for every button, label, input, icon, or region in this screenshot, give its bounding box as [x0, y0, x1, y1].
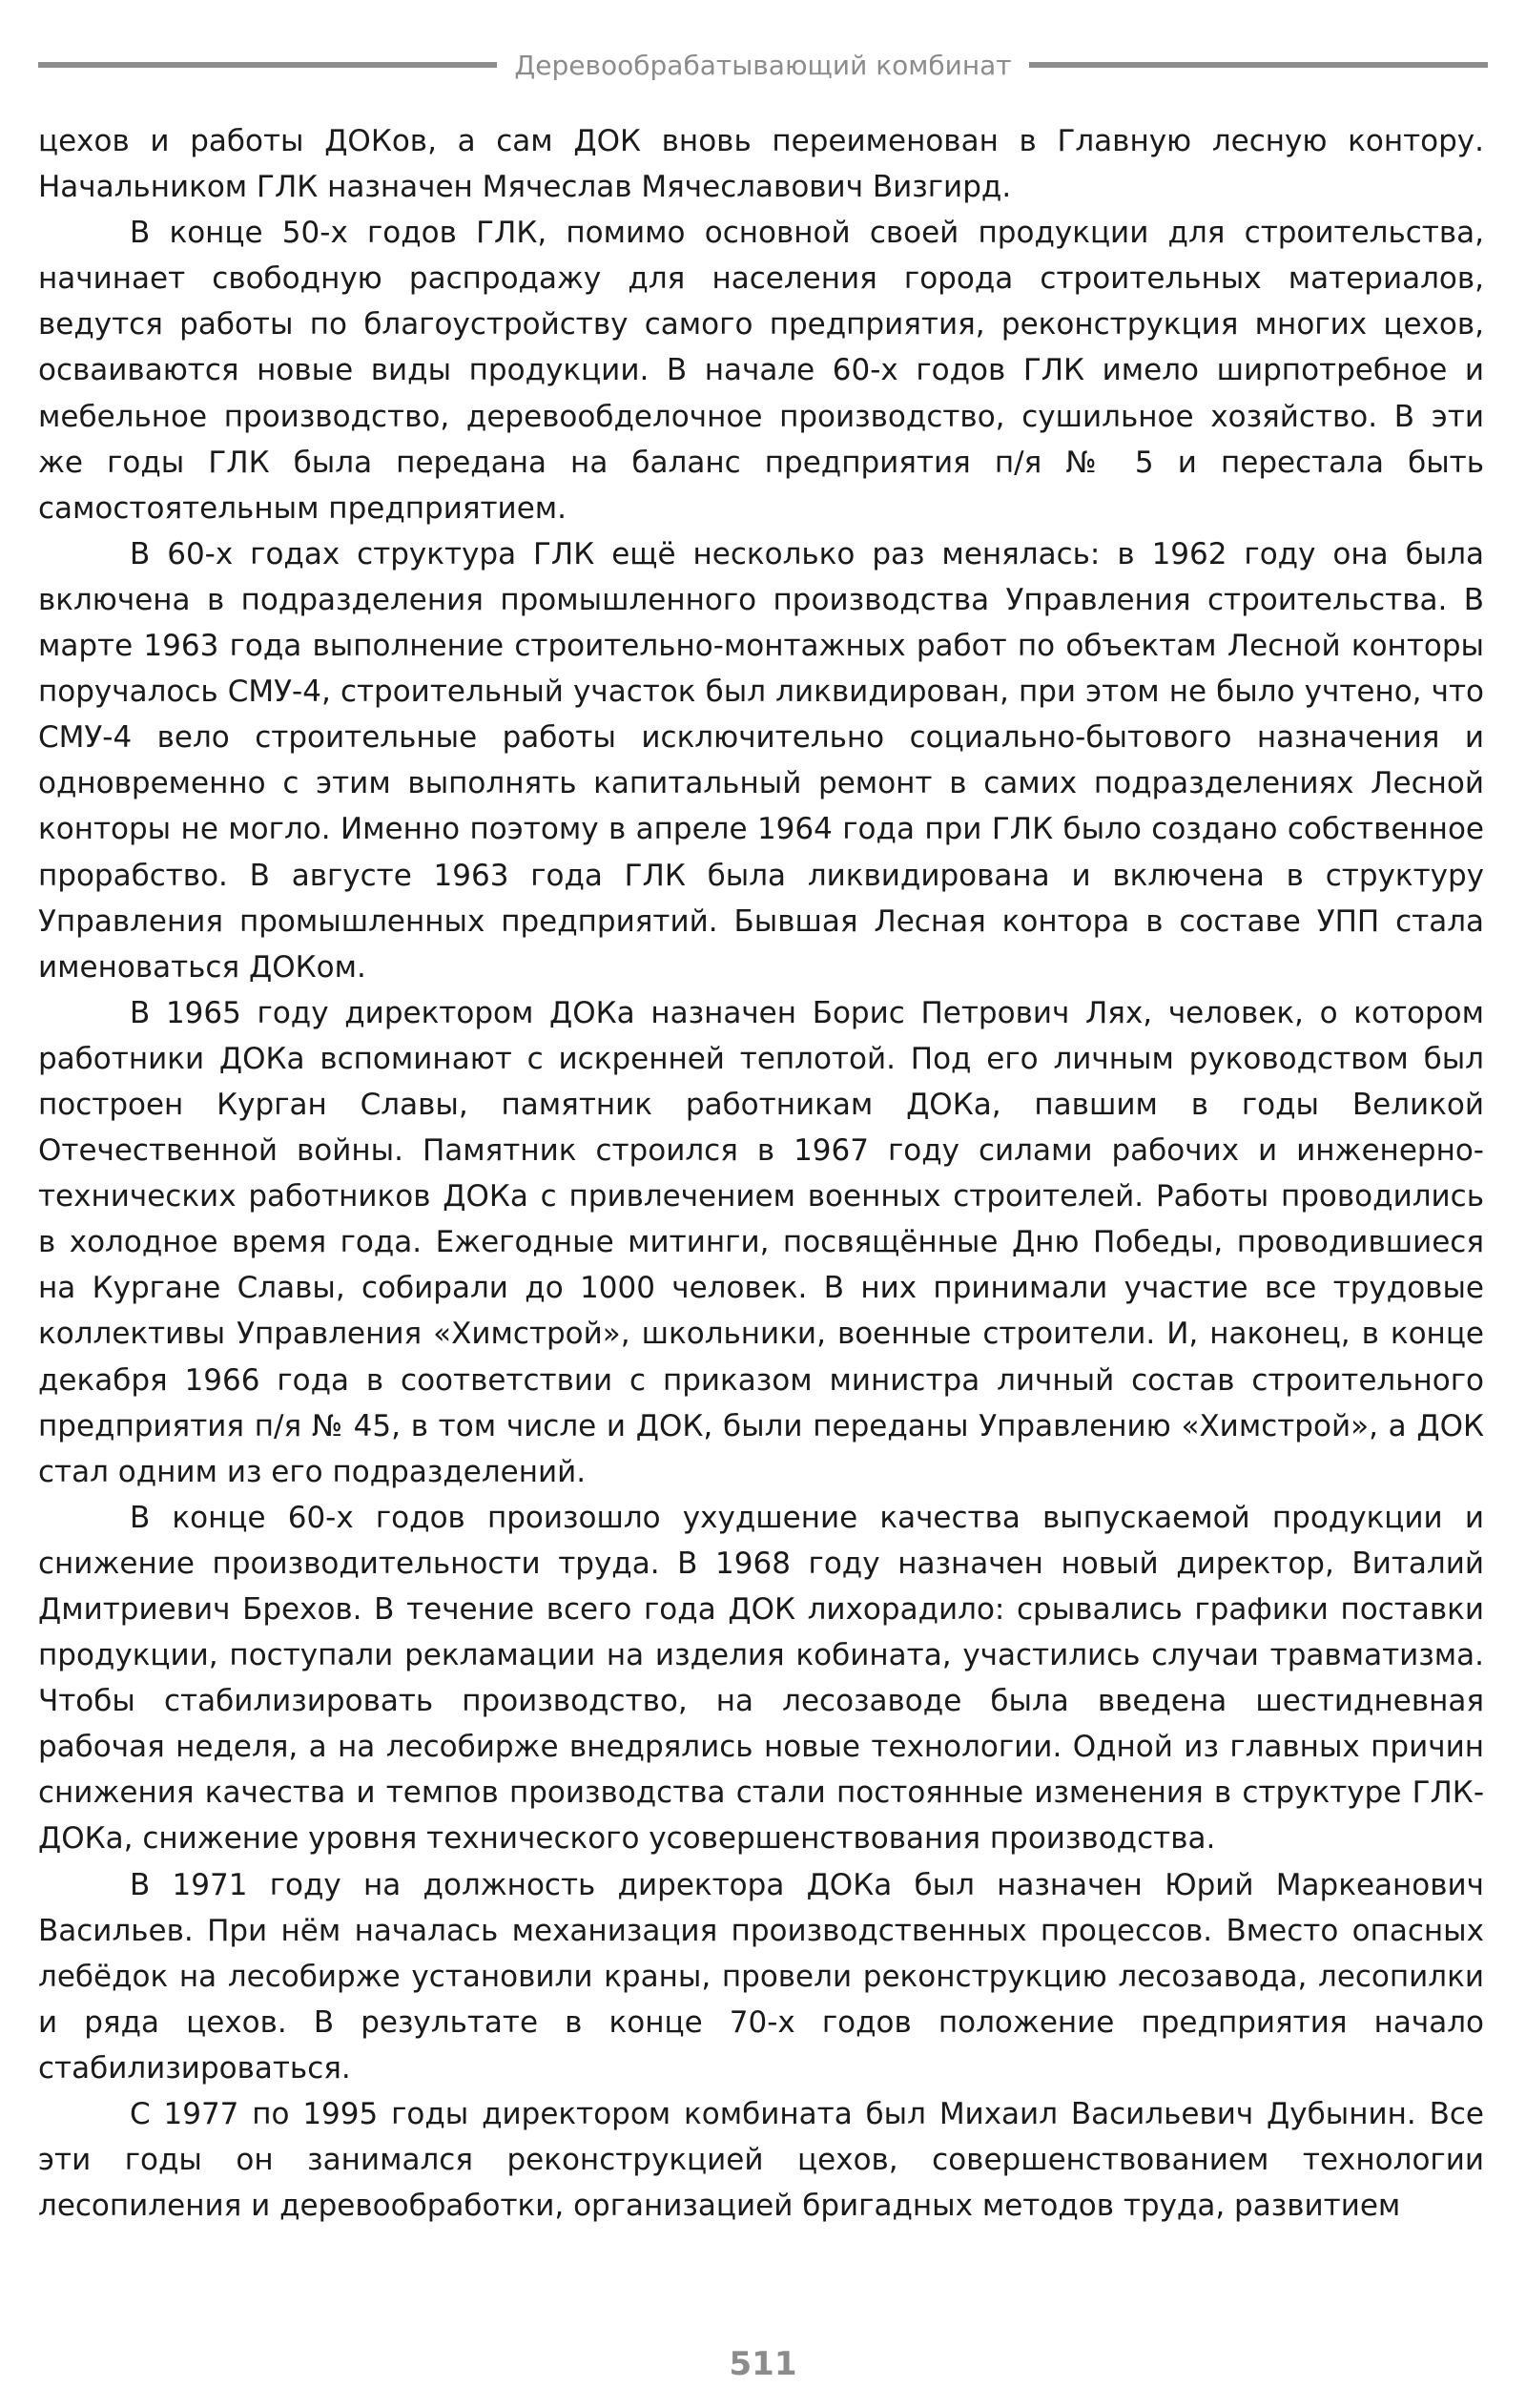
- header-rule-right: [1029, 62, 1488, 68]
- body-text: [38, 118, 1484, 2229]
- paragraph-2: В конце 50-х годов ГЛК, помимо основной своей продукции для строительства, начинает свободную распродажу для населения города строительных материалов, ведутся работы по благоустройству самого предприятия, реконструкция многих цехов, осваиваются новые виды продукции. В начале 60-х годов ГЛК имело ширпотребное и мебельное производство, деревообделочное производство, сушильное хозяйство. В эти же годы ГЛК была передана на баланс предприятия п/я № 5 и перестала быть самостоятельным предприятием.: [38, 216, 1484, 526]
- paragraph-1: цехов и работы ДОКов, а сам ДОК вновь переименован в Главную лесную контору. Начальником ГЛК назначен Мячеслав Мячеславович Визгирд.: [38, 124, 1484, 205]
- page-number: 511: [729, 2345, 797, 2383]
- running-header: [38, 46, 1488, 84]
- header-rule-left: [38, 62, 497, 68]
- paragraph-4: В 1965 году директором ДОКа назначен Борис Петрович Лях, человек, о котором работники ДОКа вспоминают с искренней теплотой. Под его личным руководством был построен Курган Славы, памятник работникам ДОКа, павшим в годы Великой Отечественной войны. Памятник строился в 1967 году силами рабочих и инженерно-технических работников ДОКа с привлечением военных строителей. Работы проводились в холодное время года. Ежегодные митинги, посвящённые Дню Победы, проводившиеся на Кургане Славы, собирали до 1000 человек. В них принимали участие все трудовые коллективы Управления «Химстрой», школьники, военные строители. И, наконец, в конце декабря 1966 года в соответствии с приказом министра личный состав строительного предприятия п/я № 45, в том числе и ДОК, были переданы Управлению «Химстрой», а ДОК стал одним из его подразделений.: [38, 995, 1484, 1489]
- paragraph-7: С 1977 по 1995 годы директором комбината был Михаил Васильевич Дубынин. Все эти годы он занимался реконструкцией цехов, совершенствованием технологии лесопиления и деревообработки, организацией бригадных методов труда, развитием: [38, 2097, 1484, 2224]
- paragraph-5: В конце 60-х годов произошло ухудшение качества выпускаемой продукции и снижение производительности труда. В 1968 году назначен новый директор, Виталий Дмитриевич Брехов. В течение всего года ДОК лихорадило: срывались графики поставки продукции, поступали рекламации на изделия кобината, участились случаи травматизма. Чтобы стабилизировать производство, на лесозаводе была введена шестидневная рабочая неделя, а на лесобирже внедрялись новые технологии. Одной из главных причин снижения качества и темпов производства стали постоянные изменения в структуре ГЛК-ДОКа, снижение уровня технического усовершенствования производства.: [38, 1500, 1484, 1857]
- paragraph-3: В 60-х годах структура ГЛК ещё несколько раз менялась: в 1962 году она была включена в подразделения промышленного производства Управления строительства. В марте 1963 года выполнение строительно-монтажных работ по объектам Лесной конторы поручалось СМУ-4, строительный участок был ликвидирован, при этом не было учтено, что СМУ-4 вело строительные работы исключительно социально-бытового назначения и одновременно с этим выполнять капитальный ремонт в самих подразделениях Лесной конторы не могло. Именно поэтому в апреле 1964 года при ГЛК было создано собственное прорабство. В августе 1963 года ГЛК была ликвидирована и включена в структуру Управления промышленных предприятий. Бывшая Лесная контора в составе УПП стала именоваться ДОКом.: [38, 536, 1484, 985]
- running-header-title: Деревообрабатывающий комбинат: [514, 49, 1012, 81]
- paragraph-6: В 1971 году на должность директора ДОКа был назначен Юрий Маркеанович Васильев. При нём началась механизация производственных процессов. Вместо опасных лебёдок на лесобирже установили краны, провели реконструкцию лесозавода, лесопилки и ряда цехов. В результате в конце 70-х годов положение предприятия начало стабилизироваться.: [38, 1867, 1484, 2086]
